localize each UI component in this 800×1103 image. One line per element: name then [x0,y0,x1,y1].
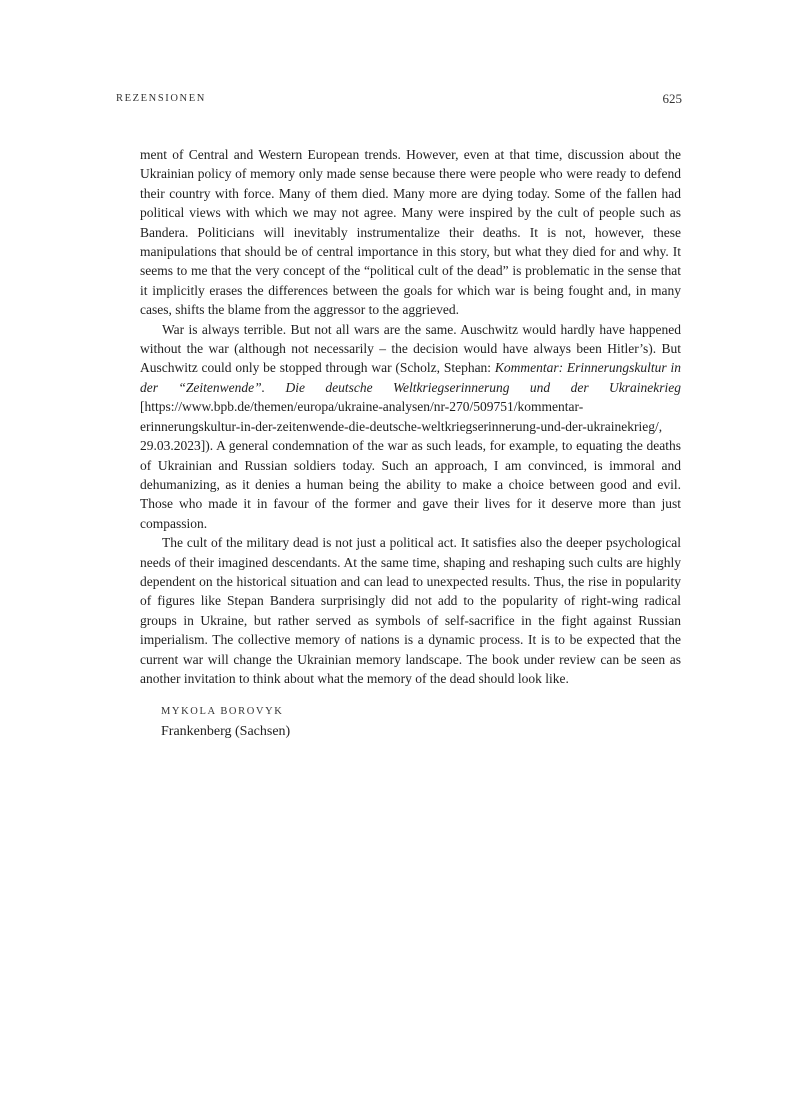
paragraph-2-text-after: [https://www.bpb.de/themen/europa/ukraine-analysen/nr-270/509751/kommentar-erinnerungskultur-in-der-zeitenwende-die-deutsche-weltkriegserinnerung-und-der-ukrainekrieg/, 29.03.2023]). A general condemnation of the war as such leads, for example, to equating the deaths of Ukrainian and Russian soldiers today. Such an approach, I am convinced, is immoral and dehumanizing, as it denies a human being the ability to make a choice between good and evil. Those who made it in favour of the former and gave their lives for it deserve more than just compassion. [140,399,681,531]
cited-article-title: Kommentar: Erinnerungskultur in der “Zeitenwende”. Die deutsche Weltkriegserinnerung und der Ukrainekrieg [140,360,681,395]
running-head: REZENSIONEN [116,93,206,104]
paragraph-1: ment of Central and Western European trends. However, even at that time, discussion about the Ukrainian policy of memory only made sense because there were people who were ready to defend their country with force. Many of them died. Many more are dying today. Some of the fallen had political views with which we may not agree. Many were inspired by the cult of people such as Bandera. Politicians will inevitably instrumentalize their deaths. It is not, however, these manipulations that should be of central importance in this story, but what they died for and why. It seems to me that the very concept of the “political cult of the dead” is problematic in the sense that it implicitly erases the differences between the goals for which war is being fought and, in many cases, shifts the blame from the aggressor to the aggrieved. [140,147,681,318]
paragraph-3: The cult of the military dead is not just a political act. It satisfies also the deeper psychological needs of their imagined descendants. At the same time, shaping and reshaping such cults are highly dependent on the historical situation and can lead to unexpected results. Thus, the rise in popularity of figures like Stepan Bandera surprisingly did not add to the popularity of right-wing radical groups in Ukraine, but rather served as symbols of self-sacrifice in the fight against Russian imperialism. The collective memory of nations is a dynamic process. It is to be expected that the current war will change the Ukrainian memory landscape. The book under review can be seen as another invitation to think about what the memory of the dead should look like. [140,535,681,686]
review-body [140,145,681,688]
paragraph-2 [140,320,681,533]
signature-block [161,704,290,743]
paragraph-2-text-before: War is always terrible. But not all wars are the same. Auschwitz would hardly have happened without the war (although not necessarily – the decision would have always been Hitler’s). But Auschwitz could only be stopped through war (Scholz, Stephan: [140,321,681,376]
page-number: 625 [662,91,682,106]
author-name: MYKOLA BOROVYK [161,706,284,717]
author-location: Frankenberg (Sachsen) [161,724,291,739]
